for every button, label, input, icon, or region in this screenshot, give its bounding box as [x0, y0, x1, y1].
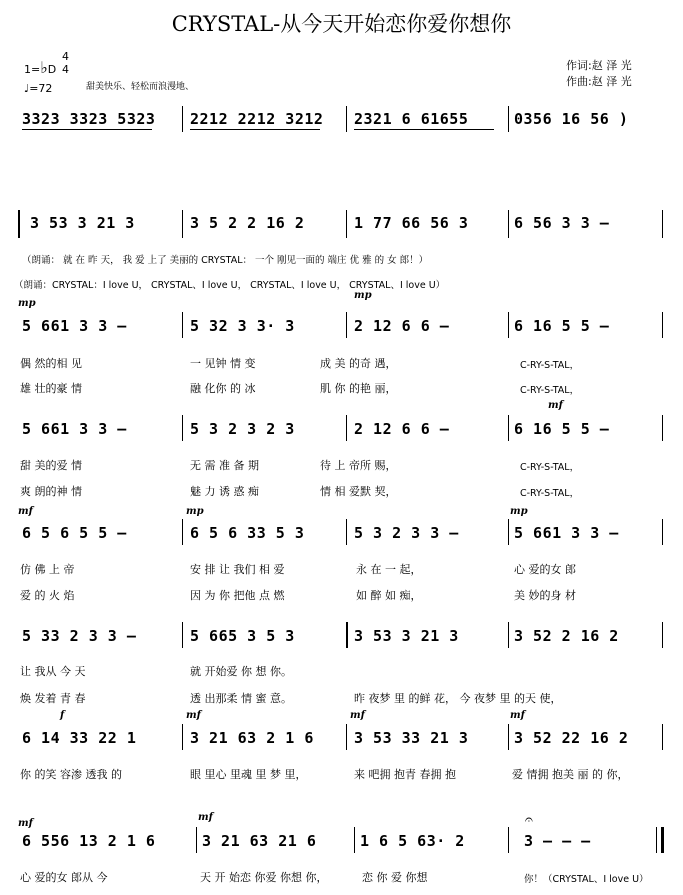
row5-measure4: 3 52 2 16 2 — [514, 627, 619, 645]
barline — [346, 519, 347, 545]
lyric: C-RY-S-TAL， — [520, 385, 580, 396]
row7-measure4: 3 – – – — [524, 832, 591, 850]
row5-measure2: 5 665 3 5 3 — [190, 627, 295, 645]
barline — [508, 622, 509, 648]
barline — [346, 106, 347, 132]
row4-measure1: 6 5 6 5 5 – — [22, 524, 127, 542]
lyric: 无 需 准 备 期 — [190, 459, 259, 472]
barline — [182, 519, 183, 545]
lyric: 情 相 爱默 契， — [320, 485, 397, 498]
barline — [508, 312, 509, 338]
lyric: 如 醉 如 痴， — [356, 589, 422, 602]
row7-measure1: 6 556 13 2 1 6 — [22, 832, 156, 850]
composer-credit: 作曲:赵 泽 光 — [566, 75, 632, 88]
lyric: 待 上 帝所 赐， — [320, 459, 397, 472]
underline-beam — [22, 129, 152, 130]
dynamic-mark: f — [60, 710, 65, 721]
lyric: 偶 然的相 见 — [20, 357, 82, 370]
lyric: 魅 力 诱 惑 痴 — [190, 485, 259, 498]
row6-measure3: 3 53 33 21 3 — [354, 729, 469, 747]
row3-measure2: 5 3 2 3 2 3 — [190, 420, 295, 438]
underline-beam — [354, 129, 494, 130]
barline — [346, 210, 347, 238]
row2-measure4: 6 16 5 5 – — [514, 317, 610, 335]
barline — [346, 724, 347, 750]
underline-beam — [190, 129, 320, 130]
row0-measure2: 2212 2212 3212 — [190, 110, 324, 128]
row2-measure3: 2 12 6 6 – — [354, 317, 450, 335]
row0-measure3: 2321 6 61655 — [354, 110, 469, 128]
barline — [662, 622, 663, 648]
barline — [182, 622, 183, 648]
lyric: 爱 情拥 抱美 丽 的 你， — [512, 768, 629, 781]
dynamic-mark: mp — [186, 506, 204, 517]
lyric: 成 美 的奇 遇， — [320, 357, 397, 370]
dynamic-mark: mf — [186, 710, 201, 721]
row3-measure4: 6 16 5 5 – — [514, 420, 610, 438]
row5-measure1: 5 33 2 3 3 – — [22, 627, 137, 645]
dynamic-mark: mf — [548, 400, 563, 411]
barline — [508, 106, 509, 132]
barline — [182, 210, 183, 238]
lyric: 让 我从 今 天 — [20, 665, 86, 678]
song-title: CRYSTAL-从今天开始恋你爱你想你 — [171, 12, 512, 36]
dynamic-mark: mf — [18, 818, 33, 829]
lyric: 你 的笑 容渗 透我 的 — [20, 768, 122, 781]
dynamic-mark: mf — [510, 710, 525, 721]
narration-line1: （朗诵： 就 在 昨 天， 我 爱 上了 美丽的 CRYSTAL： 一个 刚见一面的 端庄 优 雅 的 女 郎！） — [22, 255, 429, 266]
narration-line2: （朗诵：CRYSTAL：I love U， CRYSTAL、I love U， CRYSTAL、I love U， CRYSTAL、I love U） — [14, 280, 446, 291]
row0-measure1: 3323 3323 5323 — [22, 110, 156, 128]
lyric: 你！（CRYSTAL、I love U） — [524, 874, 649, 885]
time-top: 4 — [62, 50, 69, 63]
barline — [508, 724, 509, 750]
row4-measure2: 6 5 6 33 5 3 — [190, 524, 305, 542]
repeat-barline — [346, 622, 348, 648]
row2-measure1: 5 661 3 3 – — [22, 317, 127, 335]
lyric: C-RY-S-TAL， — [520, 488, 580, 499]
key-prefix: 1= — [24, 63, 41, 76]
row1-measure2: 3 5 2 2 16 2 — [190, 214, 305, 232]
row0-measure4: 0356 16 56 ) — [514, 110, 629, 128]
time-signature — [62, 50, 69, 76]
lyric: C-RY-S-TAL， — [520, 462, 580, 473]
barline — [196, 827, 197, 853]
tempo-text: 甜美快乐、轻松而浪漫地、 — [86, 82, 195, 92]
barline — [508, 827, 509, 853]
row6-measure4: 3 52 22 16 2 — [514, 729, 629, 747]
lyric: 肌 你 的艳 丽， — [320, 382, 397, 395]
lyric: 焕 发着 青 春 — [20, 692, 86, 705]
tempo-mark: ♩=72 — [24, 82, 53, 95]
row6-measure1: 6 14 33 22 1 — [22, 729, 137, 747]
fermata-icon: 𝄐 — [525, 812, 533, 828]
barline — [182, 106, 183, 132]
lyric: 透 出那柔 情 蜜 意。 — [190, 692, 292, 705]
barline — [182, 415, 183, 441]
lyric: 安 排 让 我们 相 爱 — [190, 563, 285, 576]
barline — [182, 312, 183, 338]
lyric: 因 为 你 把他 点 燃 — [190, 589, 285, 602]
lyric: 眼 里心 里魂 里 梦 里， — [190, 768, 307, 781]
row7-measure2: 3 21 63 21 6 — [202, 832, 317, 850]
lyric: 爽 朗的神 情 — [20, 485, 82, 498]
row7-measure3: 1 6 5 63· 2 — [360, 832, 465, 850]
barline — [508, 210, 509, 238]
dynamic-mark: mp — [510, 506, 528, 517]
lyric: 一 见钟 情 变 — [190, 357, 256, 370]
lyric: 雄 壮的豪 情 — [20, 382, 82, 395]
lyric: 甜 美的爱 情 — [20, 459, 82, 472]
lyric: 昨 夜梦 里 的鲜 花， 今 夜梦 里 的天 使， — [354, 692, 562, 705]
lyric: 爱 的 火 焰 — [20, 589, 75, 602]
lyricist-credit: 作词:赵 泽 光 — [566, 59, 632, 72]
row1-measure1: 3 53 3 21 3 — [30, 214, 135, 232]
lyric: 融 化你 的 冰 — [190, 382, 256, 395]
barline — [346, 415, 347, 441]
row2-measure2: 5 32 3 3· 3 — [190, 317, 295, 335]
barline — [346, 312, 347, 338]
dynamic-mark: mf — [18, 506, 33, 517]
row1-measure4: 6 56 3 3 – — [514, 214, 610, 232]
barline — [662, 210, 663, 238]
lyric: 仿 佛 上 帝 — [20, 563, 75, 576]
lyric: 美 妙的身 材 — [514, 589, 576, 602]
barline — [354, 827, 355, 853]
row6-measure2: 3 21 63 2 1 6 — [190, 729, 314, 747]
barline — [182, 724, 183, 750]
barline — [662, 415, 663, 441]
dynamic-mark: mf — [350, 710, 365, 721]
barline — [508, 415, 509, 441]
final-barline-thick — [661, 827, 664, 853]
lyric: 心 爱的女 郎 — [514, 563, 576, 576]
dynamic-mark: mp — [18, 298, 36, 309]
row3-measure3: 2 12 6 6 – — [354, 420, 450, 438]
barline — [662, 312, 663, 338]
row4-measure4: 5 661 3 3 – — [514, 524, 619, 542]
row5-measure3: 3 53 3 21 3 — [354, 627, 459, 645]
row1-measure3: 1 77 66 56 3 — [354, 214, 469, 232]
dynamic-mark: mf — [198, 812, 213, 823]
key-signature — [24, 58, 56, 77]
key-letter: D — [47, 63, 57, 76]
barline — [508, 519, 509, 545]
row3-measure1: 5 661 3 3 – — [22, 420, 127, 438]
row4-measure3: 5 3 2 3 3 – — [354, 524, 459, 542]
lyric: 来 吧拥 抱青 春拥 抱 — [354, 768, 456, 781]
lyric: 就 开始爱 你 想 你。 — [190, 665, 292, 678]
flat-icon: ♭ — [40, 58, 48, 77]
barline — [662, 519, 663, 545]
barline — [662, 724, 663, 750]
final-barline-thin — [656, 827, 657, 853]
time-bottom: 4 — [62, 63, 69, 76]
lyric: 恋 你 爱 你想 — [362, 871, 428, 884]
lyric: 天 开 始恋 你爱 你想 你， — [200, 871, 328, 884]
lyric: 心 爱的女 郎从 今 — [20, 871, 108, 884]
lyric: C-RY-S-TAL， — [520, 360, 580, 371]
repeat-start — [18, 210, 20, 238]
dynamic-mark: mp — [354, 290, 372, 301]
lyric: 永 在 一 起， — [356, 563, 422, 576]
